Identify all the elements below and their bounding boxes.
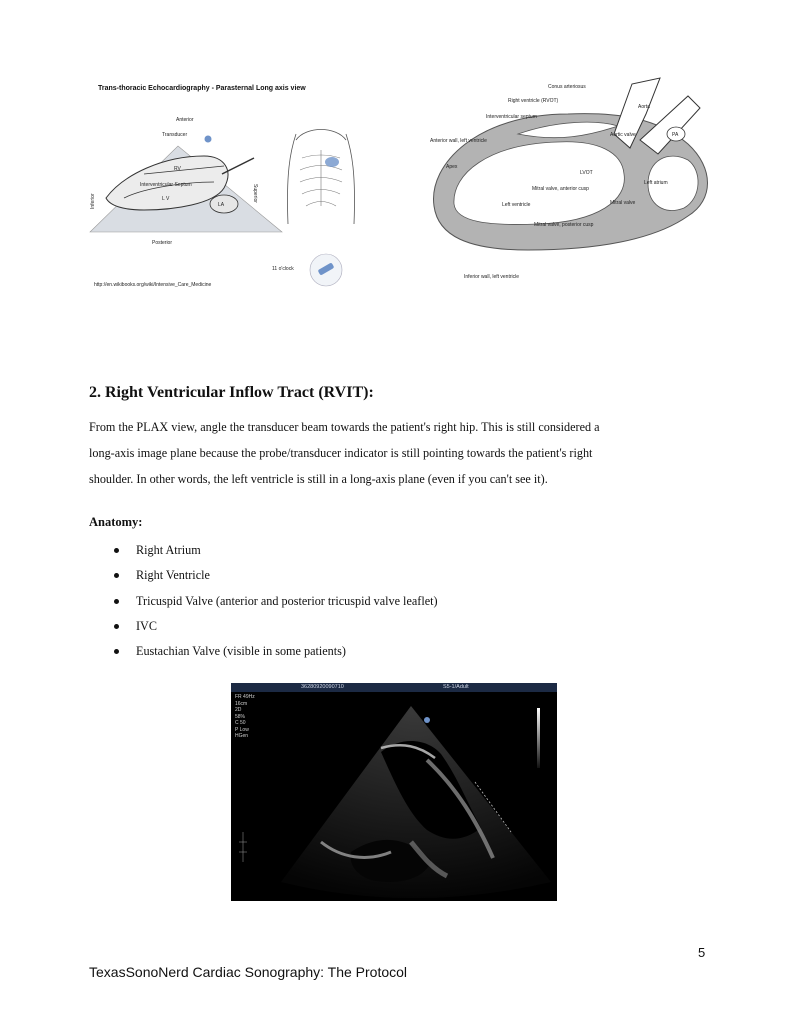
anatomy-list-item: Right Ventricle [110,563,438,588]
label-mv-anterior: Mitral valve, anterior cusp [532,186,589,192]
label-mitral-valve: Mitral valve [610,200,636,206]
label-aorta: Aorta [638,104,650,110]
label-left-ventricle: Left ventricle [502,202,531,208]
label-la: LA [218,202,225,208]
label-aortic-valve: Aortic valve [610,132,636,138]
echo-setting: 2D [235,707,242,713]
section-paragraph [89,414,711,492]
echo-grayscale-bar [537,708,540,768]
echo-header-bar [231,683,557,692]
echo-setting: C 50 [235,720,246,726]
anatomy-heading: Anatomy: [89,515,143,529]
echo-ultrasound-image [231,683,557,901]
label-mv-posterior: Mitral valve, posterior cusp [534,222,594,228]
anatomy-list [110,538,438,664]
echo-scan-sector [231,692,557,901]
page-footer: TexasSonoNerd Cardiac Sonography: The Protocol [89,964,408,980]
echo-setting: P Low [235,726,249,733]
label-apex: Apex [446,164,458,170]
plax-figure-url: http://en.wikibooks.org/wiki/Intensive_Care_Medicine [94,282,212,288]
plax-anatomy-diagram [418,74,718,294]
label-rv: RV [174,166,181,172]
paragraph-line: long-axis image plane because the probe/transducer indicator is still pointing towards the patient's right [89,446,593,460]
anatomy-list-item: Right Atrium [110,538,438,563]
echo-setting: 16cm [235,700,248,707]
echo-orientation-dot-icon [424,717,430,723]
paragraph-line: From the PLAX view, angle the transducer beam towards the patient's right hip. This is still considered a [89,420,600,434]
label-lv: L V [162,196,170,202]
label-clock: 11 o'clock [272,266,294,272]
label-transducer: Transducer [162,132,188,138]
anatomy-list-item: IVC [110,614,438,639]
plax-illustration-figure [84,74,384,304]
echo-id-text: 36280920090710 [301,684,344,690]
transducer-dot-icon [205,136,212,143]
echo-setting: FR 49Hz [235,694,255,700]
echo-probe-text: S5-1/Adult [443,684,469,690]
label-rvot: Right ventricle (RVOT) [508,98,559,104]
anatomy-list-item: Eustachian Valve (visible in some patients) [110,639,438,664]
echo-setting: HGen [235,733,249,739]
echo-depth-scale [239,832,247,862]
label-superior: Superior [252,184,258,203]
anatomy-list-item: Tricuspid Valve (anterior and posterior tricuspid valve leaflet) [110,589,438,614]
label-inferior: Inferior [90,193,96,209]
plax-figure-title: Trans-thoracic Echocardiography - Parasternal Long axis view [98,85,306,92]
label-ivs: Interventricular Septum [140,182,192,188]
label-pa: PA [672,132,679,138]
echo-setting: 58% [235,713,246,720]
label-diagram-ivs: Interventricular septum [486,114,537,120]
label-posterior: Posterior [152,240,173,246]
label-inferior-wall: Inferior wall, left ventricle [464,274,520,280]
label-conus: Conus arteriosus [548,84,586,90]
label-anterior: Anterior [176,117,194,123]
section-heading: 2. Right Ventricular Inflow Tract (RVIT): [89,384,374,401]
label-anterior-wall: Anterior wall, left ventricle [430,138,487,144]
paragraph-line: shoulder. In other words, the left ventricle is still in a long-axis plane (even if you can't see it). [89,472,548,486]
heart-location-icon [325,157,339,167]
label-lvot: LVOT [580,170,593,176]
label-left-atrium: Left atrium [644,180,668,186]
page-number: 5 [698,945,706,960]
